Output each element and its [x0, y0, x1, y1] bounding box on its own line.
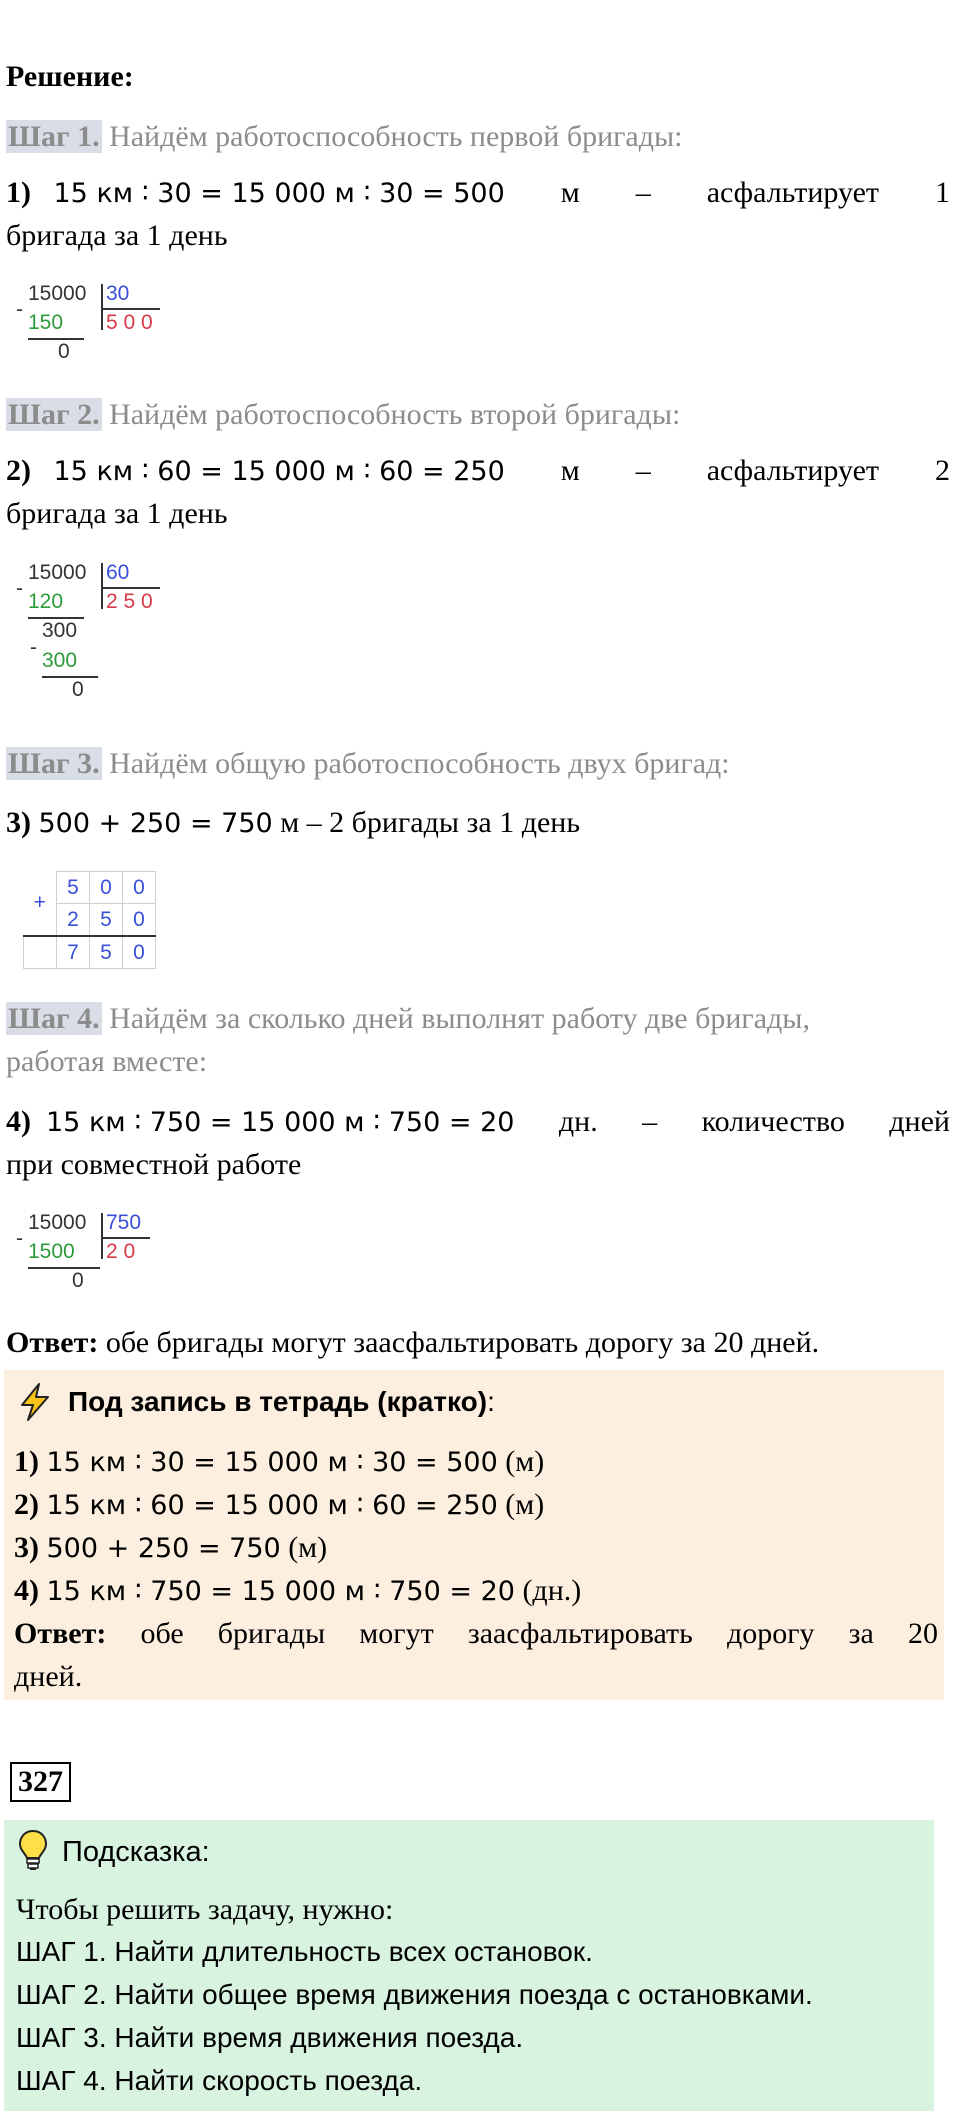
hint-step-label: ШАГ 3.: [16, 2022, 107, 2053]
hint-step-3: [16, 2018, 523, 2058]
long-division-3: [14, 1211, 164, 1301]
notebook-line-unit: (дн.): [522, 1574, 582, 1607]
action-4-num: 4): [6, 1105, 31, 1138]
division-1-underline: [28, 338, 84, 340]
notebook-line-unit: (м): [505, 1488, 545, 1521]
division-1-remainder: 0: [58, 340, 70, 363]
action-2: [6, 451, 950, 492]
action-1-count: 1: [935, 176, 950, 209]
hint-step-label: ШАГ 4.: [16, 2065, 107, 2096]
action-3-num: 3): [6, 806, 31, 839]
action-3-expr: 500 + 250 = 750: [38, 808, 273, 839]
action-1-word: асфальтирует: [706, 176, 880, 209]
division-2-dividend: 15000: [28, 561, 87, 584]
division-3-remainder: 0: [72, 1269, 84, 1292]
division-1-minus: -: [16, 298, 23, 321]
action-4-expr: 15 км ∶ 750 = 15 000 м ∶ 750 = 20: [46, 1107, 515, 1138]
notebook-line-num: 2): [14, 1488, 39, 1521]
action-2-line2: бригада за 1 день: [6, 497, 228, 530]
notebook-line-num: 1): [14, 1445, 39, 1478]
action-4-unit: дн.: [558, 1105, 598, 1138]
solution-heading: Решение:: [6, 60, 134, 93]
division-3-quotient: 2 0: [106, 1240, 136, 1263]
notebook-answer-word: за: [848, 1617, 874, 1650]
action-2-expr: 15 км ∶ 60 = 15 000 м ∶ 60 = 250: [53, 456, 505, 487]
addition-empty-cell: [24, 936, 57, 969]
division-2-quotient: 2 5 0: [106, 590, 153, 613]
division-3-subtrahend: 1500: [28, 1240, 75, 1263]
notebook-line-expr: 15 км ∶ 30 = 15 000 м ∶ 30 = 500: [46, 1447, 498, 1478]
addition-cell: 2: [57, 904, 90, 937]
notebook-answer-word: заасфальтировать: [467, 1617, 693, 1650]
step-3-text: Найдём общую работоспособность двух бригад:: [109, 747, 730, 780]
division-2-hline: [102, 587, 160, 589]
notebook-line-expr: 15 км ∶ 60 = 15 000 м ∶ 60 = 250: [46, 1490, 498, 1521]
addition-result-cell: 5: [90, 936, 123, 969]
action-4-word: количество: [701, 1105, 845, 1138]
division-2-subtrahend-2: 300: [42, 649, 78, 672]
action-1: [6, 173, 950, 214]
action-4: [6, 1102, 950, 1143]
answer-line: [6, 1323, 819, 1363]
hint-step-text: Найти общее время движения поезда с остановками.: [114, 1979, 813, 2010]
hint-step-2: [16, 1975, 813, 2015]
step-4-tag: Шаг 4.: [8, 1002, 100, 1035]
hint-step-text: Найти время движения поезда.: [114, 2022, 524, 2053]
notebook-box: [4, 1370, 944, 1700]
step-1-line: [6, 117, 683, 157]
notebook-line-expr: 500 + 250 = 750: [46, 1533, 281, 1564]
action-4-dash: –: [642, 1105, 658, 1138]
division-2-underline-2: [42, 676, 98, 678]
addition-cell: 0: [123, 872, 156, 904]
step-3-tag: Шаг 3.: [8, 747, 100, 780]
notebook-line-expr: 15 км ∶ 750 = 15 000 м ∶ 750 = 20: [46, 1576, 515, 1607]
notebook-answer-line-2: дней.: [14, 1660, 83, 1693]
hint-intro: Чтобы решить задачу, нужно:: [16, 1893, 394, 1926]
addition-cell: 5: [57, 872, 90, 904]
addition-cell: 0: [90, 872, 123, 904]
step-4-text: Найдём за сколько дней выполнят работу две бригады,: [109, 1002, 810, 1035]
notebook-line-num: 3): [14, 1531, 39, 1564]
action-3: [6, 803, 580, 844]
notebook-title-colon: :: [487, 1386, 495, 1417]
addition-result-cell: 0: [123, 936, 156, 969]
notebook-answer-word: обе: [140, 1617, 184, 1650]
notebook-answer-word: бригады: [217, 1617, 326, 1650]
action-1-dash: –: [635, 176, 651, 209]
division-3-vline: [101, 1213, 103, 1259]
notebook-title-line: [68, 1384, 495, 1420]
notebook-line-2: [14, 1485, 544, 1526]
notebook-line-unit: (м): [288, 1531, 328, 1564]
division-3-hline: [102, 1237, 150, 1239]
division-3-minus: -: [16, 1227, 23, 1250]
hint-title: Подсказка:: [62, 1836, 210, 1868]
division-2-divisor: 60: [106, 561, 130, 584]
lightning-icon: [16, 1382, 54, 1422]
notebook-answer-label: Ответ:: [14, 1617, 107, 1650]
long-division-1: [14, 282, 154, 372]
step-2-text: Найдём работоспособность второй бригады:: [109, 398, 681, 431]
step-1-tag: Шаг 1.: [8, 120, 100, 153]
addition-cell: 0: [123, 904, 156, 937]
division-1-quotient: 5 0 0: [106, 311, 153, 334]
hint-step-text: Найти длительность всех остановок.: [114, 1936, 593, 1967]
action-1-expr: 15 км ∶ 30 = 15 000 м ∶ 30 = 500: [53, 178, 505, 209]
answer-label: Ответ:: [6, 1326, 99, 1359]
addition-result-cell: 7: [57, 936, 90, 969]
step-3-line: [6, 744, 730, 784]
division-2-vline: [101, 563, 103, 609]
step-4-line: [6, 999, 810, 1039]
action-1-num: 1): [6, 176, 31, 209]
action-2-word: асфальтирует: [706, 454, 880, 487]
action-2-unit: м: [560, 454, 580, 487]
notebook-title: Под запись в тетрадь (кратко): [68, 1386, 488, 1417]
long-division-2: [14, 561, 154, 711]
lightbulb-icon: [18, 1828, 48, 1872]
division-3-dividend: 15000: [28, 1211, 87, 1234]
notebook-line-4: [14, 1571, 581, 1612]
division-2-remainder: 0: [72, 678, 84, 701]
step-2-line: [6, 395, 680, 435]
addition-plus-sign: +: [24, 872, 57, 937]
division-3-divisor: 750: [106, 1211, 142, 1234]
action-4-line2: при совместной работе: [6, 1148, 302, 1181]
division-1-hline: [102, 308, 160, 310]
hint-box: [4, 1820, 934, 2111]
hint-step-label: ШАГ 2.: [16, 1979, 107, 2010]
notebook-line-num: 4): [14, 1574, 39, 1607]
action-2-dash: –: [635, 454, 651, 487]
action-1-line2: бригада за 1 день: [6, 219, 228, 252]
hint-step-1: [16, 1932, 593, 1972]
division-3-underline: [28, 1267, 100, 1269]
notebook-answer-word: 20: [907, 1617, 938, 1650]
hint-step-text: Найти скорость поезда.: [114, 2065, 423, 2096]
addition-cell: 5: [90, 904, 123, 937]
step-4-text-line2: работая вместе:: [6, 1045, 208, 1078]
column-addition: [23, 871, 156, 969]
division-2-minus-1: -: [16, 577, 23, 600]
notebook-answer-line-1: [14, 1614, 938, 1654]
notebook-line-1: [14, 1442, 544, 1483]
action-2-num: 2): [6, 454, 31, 487]
division-1-subtrahend: 150: [28, 311, 64, 334]
answer-text: обе бригады могут заасфальтировать дорогу за 20 дней.: [105, 1326, 820, 1359]
division-1-dividend: 15000: [28, 282, 87, 305]
action-1-unit: м: [560, 176, 580, 209]
division-2-intermediate: 300: [42, 619, 78, 642]
step-2-tag: Шаг 2.: [8, 398, 100, 431]
step-1-text: Найдём работоспособность первой бригады:: [109, 120, 683, 153]
notebook-line-3: [14, 1528, 327, 1569]
action-3-rest: м – 2 бригады за 1 день: [280, 806, 581, 839]
notebook-answer-word: могут: [359, 1617, 434, 1650]
hint-step-4: [16, 2061, 422, 2101]
action-4-word-2: дней: [889, 1105, 950, 1138]
notebook-answer-word: дорогу: [726, 1617, 815, 1650]
division-2-minus-2: -: [30, 636, 37, 659]
notebook-line-unit: (м): [505, 1445, 545, 1478]
action-2-count: 2: [935, 454, 950, 487]
task-number: 327: [10, 1762, 71, 1802]
division-1-divisor: 30: [106, 282, 130, 305]
division-2-subtrahend-1: 120: [28, 590, 64, 613]
hint-step-label: ШАГ 1.: [16, 1936, 107, 1967]
division-1-vline: [101, 284, 103, 330]
